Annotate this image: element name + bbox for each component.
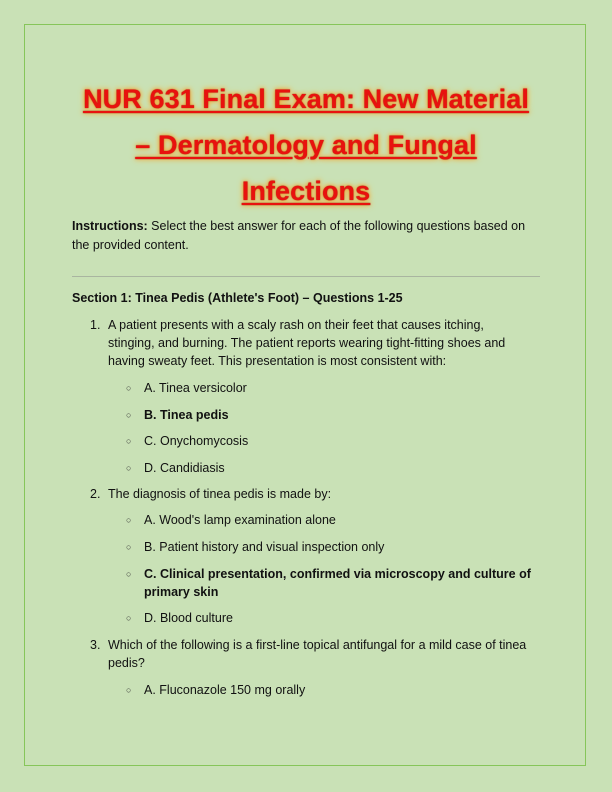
answer-option bbox=[126, 459, 536, 477]
option-text: A. Wood's lamp examination alone bbox=[144, 513, 336, 527]
instructions-label: Instructions: bbox=[72, 219, 148, 233]
circle-bullet-icon: ○ bbox=[126, 383, 132, 393]
answer-option-correct bbox=[126, 565, 536, 601]
circle-bullet-icon: ○ bbox=[126, 463, 132, 473]
option-text: C. Clinical presentation, confirmed via microscopy and culture of primary skin bbox=[144, 567, 531, 599]
circle-bullet-icon: ○ bbox=[126, 436, 132, 446]
answer-option bbox=[126, 511, 536, 529]
option-text: D. Blood culture bbox=[144, 611, 233, 625]
question-text: A patient presents with a scaly rash on their feet that causes itching, stinging, and burning. The patient reports wearing tight-fitting shoes and having sweaty feet. This presentation is most consistent with: bbox=[108, 318, 506, 368]
answer-option bbox=[126, 432, 536, 450]
option-text: B. Patient history and visual inspection only bbox=[144, 540, 385, 554]
circle-bullet-icon: ○ bbox=[126, 410, 132, 420]
option-text: B. Tinea pedis bbox=[144, 408, 229, 422]
circle-bullet-icon: ○ bbox=[126, 613, 132, 623]
question-1 bbox=[90, 316, 530, 370]
question-text: The diagnosis of tinea pedis is made by: bbox=[108, 487, 332, 501]
option-text: A. Fluconazole 150 mg orally bbox=[144, 683, 306, 697]
section-heading: Section 1: Tinea Pedis (Athlete's Foot) – Questions 1-25 bbox=[72, 291, 403, 305]
circle-bullet-icon: ○ bbox=[126, 542, 132, 552]
answer-option bbox=[126, 681, 536, 699]
question-number: 1. bbox=[90, 318, 101, 332]
instructions-text: Select the best answer for each of the following questions based on the provided content. bbox=[72, 219, 526, 252]
answer-option-correct bbox=[126, 406, 536, 424]
question-2 bbox=[90, 485, 530, 503]
option-text: D. Candidiasis bbox=[144, 461, 225, 475]
horizontal-divider bbox=[72, 276, 540, 277]
circle-bullet-icon: ○ bbox=[126, 515, 132, 525]
answer-option bbox=[126, 538, 536, 556]
circle-bullet-icon: ○ bbox=[126, 569, 132, 579]
question-number: 2. bbox=[90, 487, 101, 501]
question-text: Which of the following is a first-line topical antifungal for a mild case of tinea pedis? bbox=[108, 638, 527, 670]
instructions bbox=[72, 217, 542, 255]
page-title: NUR 631 Final Exam: New Material – Dermatology and Fungal Infections bbox=[83, 84, 529, 206]
option-text: C. Onychomycosis bbox=[144, 434, 249, 448]
question-number: 3. bbox=[90, 638, 101, 652]
circle-bullet-icon: ○ bbox=[126, 685, 132, 695]
answer-option bbox=[126, 379, 536, 397]
answer-option bbox=[126, 609, 536, 627]
option-text: A. Tinea versicolor bbox=[144, 381, 247, 395]
question-3 bbox=[90, 636, 530, 672]
